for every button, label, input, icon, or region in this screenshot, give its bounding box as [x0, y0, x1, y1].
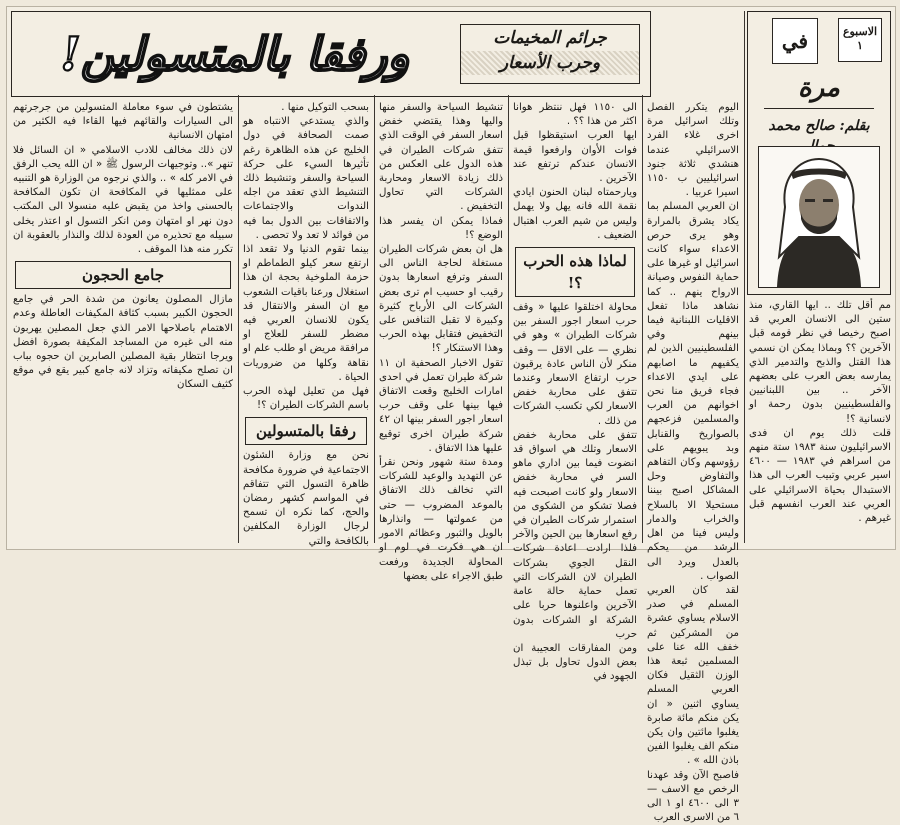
- paragraph: الى ١١٥٠ فهل ننتظر هوانا اكثر من هذا ؟؟ .: [513, 102, 637, 128]
- author-portrait: [758, 146, 880, 288]
- kicker-box: [460, 24, 640, 84]
- paragraph: تنشيط السياحة والسفر منها واليها وهذا يقتضي خفض اسعار السفر في الوقت الذي تتفق شركات الطيران في هذه الدول على العكس من ذلك زيادة الاسعار ومحاربة الشركات التي تحاول التخفيض .: [379, 102, 503, 213]
- paragraph: ايها العرب استيقظوا قبل فوات الأوان وارفعوا قيمة الانسان عندكم ترتفع عند الآخرين .: [513, 130, 637, 185]
- paragraph: تقول الاخبار الصحفية ان ١١ شركة طيران تعمل في احدى امارات الخليج وقعت الاتفاق فيها بينها على وقف حرب اسعار اجور السفر بينها ان ٤٢ شركة طيران اخرى توقيع عليها هذا الاتفاق .: [379, 357, 503, 454]
- subheadline-beggars: رفقا بالمتسولين: [245, 417, 367, 445]
- article-column-1: [749, 299, 891, 549]
- paragraph: اليوم يتكرر الفصل وتلك اسرائيل مرة اخرى غلاء الفرد الاسرائيلي عندما هنشدي ثلاثة جنود اسرائيليين ب ١١٥٠ اسيرا عربيا .: [647, 102, 739, 199]
- column-rule: [238, 95, 239, 543]
- author-portrait-drawing: [759, 147, 879, 287]
- week-badge: [838, 18, 882, 62]
- paragraph: قلت ذلك يوم ان فدى الاسرائيليون سنة ١٩٨٣ ستة منهم من اسراهم في ١٩٨٣ — ٤٦٠٠ اسير عربي وتبيب العرب الى هذا الاستبدال بحياة الاسرائيلي على العربي عند العرب انفسهم قبل غيرهم .: [749, 427, 892, 525]
- paragraph: تتفق على محاربة خفض الاسعار وتلك هي اسواق قد انضوت فيما بين اداري ماهو السر في محاربة خفض الاسعار ولو كانت اصبحت فيه فصلا تشكو من الشكوى من استمرار شركات الطيران في رفع اسعارها بين الحين والآخر فلذا ارادت اعادة شركات النقل الجوي بشركات الطيران لان الشركات التي تعمل حماية حالة عامة الآخرين واعلنوها حربا على الشركة او الشركات بدون حرب: [513, 429, 637, 640]
- paragraph: فاصبح الآن وقد عهدنا الرخص مع الاسف — ٣ الى ٤٦٠٠ او ١ الى ٦ من الاسرى العرب: [647, 769, 739, 824]
- paragraph: محاولة اختلقوا عليها « وقف حرب اسعار اجور السفر بين شركات الطيران » وهو في نظري — على الاقل — وقف منكر لأن الناس عادة يرقبون حرب ارتفاع الاسعار وعندما تتفق على محاربة خفض الاسعار لكي تكسب الشركات من ذلك .: [513, 302, 637, 427]
- article-column-3: [379, 101, 503, 582]
- paragraph: هل ان بعض شركات الطيران مستغلة لحاجة الناس الى السفر وترفع اسعارها بدون رقيب او حسيب ام ترى بعض الشركات الى الأرباح كثيرة وكبيرة لا تقبل التنافس على التخفيض فتقابل بهذه الحرب وهذا الاستنكار ؟!: [379, 244, 503, 355]
- paragraph: ومن المفارقات العجيبة ان بعض الدول تحاول بل تبذل الجهود في: [513, 642, 637, 683]
- paragraph: ان العربي المسلم بما يكاد يشرق بالمرارة وهو يرى حرص الاعداء سواء كانت اسرائيل او غيرها على حماية النفوس وصيانة الارواح ينهم .. كما نشاهد ماذا تفعل الاقليات اللبنانية فيما بينهم وفي الفلسطينيين الذين لم يكفيهم ما اصابهم على ايدي الاعداء فجاء فريق منا نحن اخوانهم من العرب والمسلمين فزعجهم بالصواريخ والقنابل وبد يبويهم على رؤوسهم وكان التفاهم والتفاوض وحل المشاكل اصبح بيننا مستحيلا الا بالسلاح والخراب والدمار وليس فينا من اهل الرشد من يحكم بالعدل ويرد الى الصواب .: [647, 201, 739, 582]
- kicker-line-2: وحرب الأسعار: [461, 51, 639, 75]
- week-number: ١: [857, 39, 863, 52]
- paragraph: ومدة ستة شهور ونحن نقرأ عن التهديد والوعيد للشركات التي تخالف ذلك الاتفاق بالموعد المضروب — حتى من عمولتها — وانذارها بالويل والثبور وعظائم الامور ان هي فكرت في لوم او المحاولة الجديدة ورفعت طبق الاجراء على بعضها: [379, 457, 503, 582]
- newspaper-page: [6, 6, 896, 824]
- paragraph: والذي يستدعي الانتباه هو صمت الصحافة في دول الخليج عن هذه الظاهرة رغم تأثيرها السيء على حركة السياحة والسفر وتنشيط ذلك التنشيط الذي تعقد من اجله الندوات والاجتماعات والاتفاقات بين الدول بما فيه من فوائد لا تعد ولا تحصى .: [243, 116, 369, 241]
- column-rule: [508, 95, 509, 543]
- column-rule: [374, 95, 375, 543]
- main-headline: ورفقا بالمتسولين!: [60, 27, 410, 81]
- column-rule: [744, 11, 745, 543]
- author-byline: بقلم: صالح محمد: [768, 118, 870, 134]
- column-name: مرة: [798, 73, 840, 103]
- paragraph: فهل من تعليل لهذه الحرب باسم الشركات الطيران ؟!: [243, 386, 369, 412]
- paragraph: ويارحمتاه لبنان الحنون ايادي نقمة الله فانه يهل ولا يهمل وليس من شيم العرب اهتبال الضعيف .: [513, 187, 637, 241]
- paragraph: فماذا يمكن ان يفسر هذا الوضع ؟!: [379, 215, 503, 241]
- article-column-2: [513, 101, 637, 683]
- column-header-box: [747, 11, 891, 295]
- paragraph: مم أقل تلك .. ايها القاري، منذ ستين الى الانسان العربي قد اصبح رخيصا في نظر قومه قبل الآخرين ؟؟ وبماذا يمكن ان نسمي هذا القتل والذبح والتدمير الذي يمارسه بعض العرب على بعضهم الآخر .. بين اللبنانيين والفلسطينيين بدون رحمة او لانسانية ؟!: [749, 300, 891, 425]
- banner: [11, 11, 651, 97]
- subheadline-hajun-mosque: جامع الحجون: [15, 261, 231, 289]
- article-column-4: [243, 101, 369, 549]
- paragraph: يشتطون في سوء معاملة المتسولين من جرجرتهم الى السيارات والقائهم فيها القاءا فيه الكثير من امتهان الانسانية: [13, 102, 233, 142]
- paragraph: لقد كان العربي المسلم في صدر الاسلام يساوي عشرة من المشركين ثم خفف الله عنا على المسلمين ثبعة هذا الوزن الثقيل فكان العربي المسلم يساوي اثنين « ان يكن منكم مائة صابرة يغلبوا مائتين وان يكن منكم الف يغلبوا الفين باذن الله » .: [647, 584, 739, 767]
- paragraph: بسحب التوكيل منها .: [281, 102, 369, 113]
- paragraph: مازال المصلون يعانون من شدة الحر في جامع الحجون الكبير بسبب كثافة المكيفات العاطلة وعدم الاهتمام باصلاحها الامر الذي جعل المصلين يهربون منه الى غيره من المساجد المكيفة بصورة افضل ويرجا انتظار بقية المصلين الصابرين ان حجوه بباب ان تصلح مكيفاته وتزاد لانه جامع كبير يقع في موقع كثيف السكان: [13, 294, 233, 391]
- article-column-1b: [647, 101, 739, 824]
- column-rule: [642, 95, 643, 543]
- kicker-line-1: جرائم المخيمات: [493, 28, 607, 48]
- paragraph: نحن مع وزارة الشئون الاجتماعية في ضرورة مكافحة ظاهرة التسول التي تتفاقم في المواسم كشهر رمضان والحج، كما نكره ان تسمح لرجال الوزارة المكلفين بالكافحة والتي: [243, 450, 369, 547]
- fi-badge: في: [772, 18, 818, 64]
- paragraph: لان ذلك مخالف للادب الاسلامي « ان السائل فلا تنهر ».. وتوجيهات الرسول ﷺ « ان الله يحب الرفق في الامر كله » .. والذي نرجوه من الوزارة هو التنبيه على ممثليها في المكافحة ان تكون المكافحة بالحسنى واخذ من يقبض عليه منسولا الى المكتب دون نهر او امتهان ومن انكر التسول او اعتذر يخلى سبيله مع تحذيره من العودة لذلك والنذار بالعقوبة ان تكرر منه هذا الموقف .: [13, 144, 233, 256]
- article-column-5: [13, 101, 233, 549]
- week-label: الاسبوع: [842, 25, 878, 38]
- divider: [764, 108, 874, 109]
- paragraph: بينما تقوم الدنيا ولا تقعد اذا ارتفع سعر كيلو الطماطم او حزمة الملوخية بحجة ان هذا استغلال ورعنا باقيات الشعوب مع ان السفر والانتقال قد يكون للانسان العربي فيه مضطر للسفر للعلاج او مرافقة مريض او طلب علم او نقاهة وكلها من ضروريات الحياة .: [242, 244, 369, 383]
- subheadline-why-war: لماذا هذه الحرب ؟!: [515, 247, 635, 297]
